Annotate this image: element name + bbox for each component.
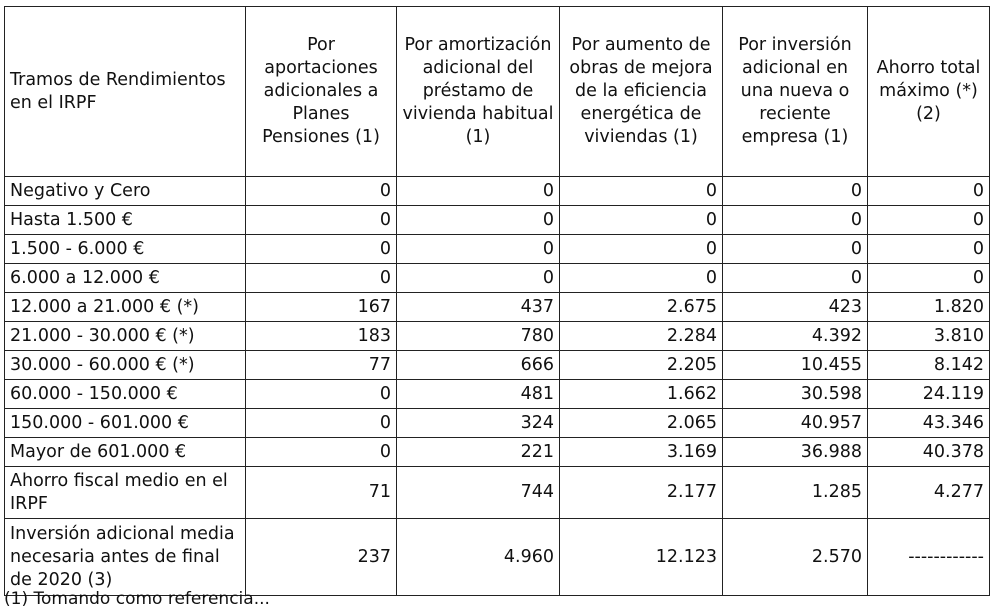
row-label-cell: 60.000 - 150.000 €: [5, 380, 246, 409]
row-label-cell: Negativo y Cero: [5, 177, 246, 206]
value-cell: 0: [397, 177, 560, 206]
row-label-cell: 6.000 a 12.000 €: [5, 264, 246, 293]
table-row: [5, 409, 990, 438]
value-cell: 0: [397, 206, 560, 235]
table-row: [5, 177, 990, 206]
header-cell-inversion-empresa: Por inversión adicional en una nueva o reciente empresa (1): [723, 7, 868, 177]
value-cell: 221: [397, 438, 560, 467]
header-cell-planes-pensiones: Por aportaciones adicionales a Planes Pensiones (1): [246, 7, 397, 177]
header-row: [5, 7, 990, 177]
table-row: [5, 438, 990, 467]
value-cell: 1.285: [723, 467, 868, 519]
value-cell: 2.205: [560, 351, 723, 380]
table-row: [5, 293, 990, 322]
value-cell: 0: [560, 264, 723, 293]
value-cell: ------------: [868, 519, 990, 596]
value-cell: 77: [246, 351, 397, 380]
row-label-cell: Hasta 1.500 €: [5, 206, 246, 235]
row-label-cell: 12.000 a 21.000 € (*): [5, 293, 246, 322]
value-cell: 0: [868, 264, 990, 293]
value-cell: 4.392: [723, 322, 868, 351]
value-cell: 0: [560, 206, 723, 235]
value-cell: 0: [868, 206, 990, 235]
value-cell: 71: [246, 467, 397, 519]
value-cell: 0: [560, 235, 723, 264]
header-cell-tramos: Tramos de Rendimientos en el IRPF: [5, 7, 246, 177]
value-cell: 0: [397, 235, 560, 264]
value-cell: 183: [246, 322, 397, 351]
value-cell: 1.662: [560, 380, 723, 409]
value-cell: 0: [246, 177, 397, 206]
value-cell: 0: [246, 438, 397, 467]
table-row: [5, 380, 990, 409]
row-label-cell: 1.500 - 6.000 €: [5, 235, 246, 264]
value-cell: 40.957: [723, 409, 868, 438]
value-cell: 0: [246, 264, 397, 293]
value-cell: 0: [868, 177, 990, 206]
header-cell-eficiencia-energetica: Por aumento de obras de mejora de la eficiencia energética de viviendas (1): [560, 7, 723, 177]
row-label-cell: 150.000 - 601.000 €: [5, 409, 246, 438]
value-cell: 324: [397, 409, 560, 438]
value-cell: 3.169: [560, 438, 723, 467]
header-cell-amortizacion: Por amortización adicional del préstamo de vivienda habitual (1): [397, 7, 560, 177]
value-cell: 1.820: [868, 293, 990, 322]
value-cell: 2.675: [560, 293, 723, 322]
row-label-cell: 21.000 - 30.000 € (*): [5, 322, 246, 351]
table-body: [5, 177, 990, 596]
value-cell: 2.284: [560, 322, 723, 351]
value-cell: 36.988: [723, 438, 868, 467]
value-cell: 40.378: [868, 438, 990, 467]
irpf-savings-table: [4, 6, 990, 596]
value-cell: 0: [246, 409, 397, 438]
value-cell: 43.346: [868, 409, 990, 438]
value-cell: 10.455: [723, 351, 868, 380]
value-cell: 24.119: [868, 380, 990, 409]
value-cell: 666: [397, 351, 560, 380]
value-cell: 0: [246, 235, 397, 264]
table-row: [5, 206, 990, 235]
value-cell: 744: [397, 467, 560, 519]
table-row: [5, 264, 990, 293]
value-cell: 2.177: [560, 467, 723, 519]
row-label-cell: Ahorro fiscal medio en el IRPF: [5, 467, 246, 519]
table-row: [5, 351, 990, 380]
value-cell: 0: [246, 206, 397, 235]
value-cell: 423: [723, 293, 868, 322]
value-cell: 0: [397, 264, 560, 293]
value-cell: 780: [397, 322, 560, 351]
value-cell: 0: [723, 264, 868, 293]
value-cell: 0: [723, 235, 868, 264]
value-cell: 12.123: [560, 519, 723, 596]
value-cell: 237: [246, 519, 397, 596]
value-cell: 30.598: [723, 380, 868, 409]
value-cell: 4.277: [868, 467, 990, 519]
value-cell: 0: [560, 177, 723, 206]
value-cell: 481: [397, 380, 560, 409]
value-cell: 2.570: [723, 519, 868, 596]
value-cell: 2.065: [560, 409, 723, 438]
header-cell-ahorro-total: Ahorro total máximo (*) (2): [868, 7, 990, 177]
value-cell: 8.142: [868, 351, 990, 380]
value-cell: 167: [246, 293, 397, 322]
value-cell: 0: [723, 177, 868, 206]
row-label-cell: 30.000 - 60.000 € (*): [5, 351, 246, 380]
value-cell: 4.960: [397, 519, 560, 596]
table-row: [5, 467, 990, 519]
row-label-cell: Inversión adicional media necesaria antes de final de 2020 (3): [5, 519, 246, 596]
value-cell: 437: [397, 293, 560, 322]
table-row: [5, 519, 990, 596]
row-label-cell: Mayor de 601.000 €: [5, 438, 246, 467]
table-row: [5, 322, 990, 351]
value-cell: 0: [723, 206, 868, 235]
value-cell: 3.810: [868, 322, 990, 351]
footnote: (1) Tomando como referencia...: [4, 589, 270, 609]
value-cell: 0: [868, 235, 990, 264]
table-row: [5, 235, 990, 264]
value-cell: 0: [246, 380, 397, 409]
